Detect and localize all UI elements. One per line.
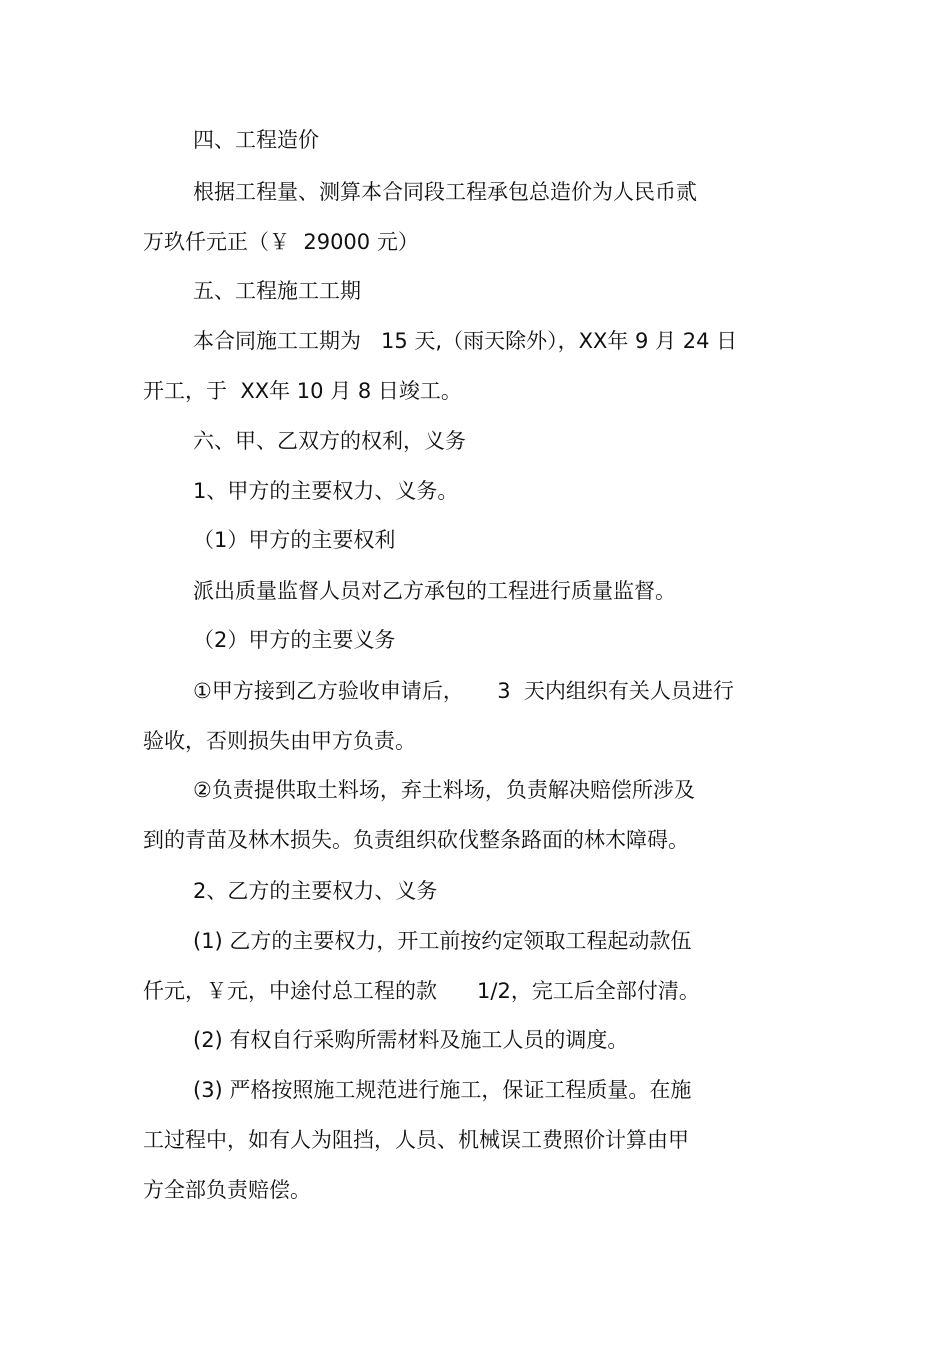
- paragraph-line: 到的青苗及林木损失。负责组织砍伐整条路面的林木障碍。: [143, 828, 689, 852]
- paragraph-line: ②负责提供取土料场，弃土料场，负责解决赔偿所涉及: [193, 778, 695, 802]
- subheading-party-a: 1、甲方的主要权力、义务。: [193, 479, 459, 503]
- paragraph-line: 派出质量监督人员对乙方承包的工程进行质量监督。: [193, 579, 676, 603]
- subheading-party-b: 2、乙方的主要权力、义务: [193, 879, 438, 903]
- paragraph-line: ①甲方接到乙方验收申请后， 3 天内组织有关人员进行: [193, 679, 734, 703]
- heading-rights-obligations: 六、甲、乙双方的权利，义务: [193, 429, 466, 453]
- heading-construction-period: 五、工程施工工期: [193, 279, 361, 303]
- paragraph-line: 开工，于 XX年 10 月 8 日竣工。: [143, 379, 462, 403]
- paragraph-line: 根据工程量、测算本合同段工程承包总造价为人民币贰: [193, 180, 697, 204]
- heading-project-cost: 四、工程造价: [193, 128, 319, 152]
- paragraph-line: 仟元，￥元，中途付总工程的款 1/2，完工后全部付清。: [143, 979, 700, 1003]
- paragraph-line: (2) 有权自行采购所需材料及施工人员的调度。: [193, 1028, 629, 1052]
- paragraph-line: (1) 乙方的主要权力，开工前按约定领取工程起动款伍: [193, 929, 692, 953]
- paragraph-line: (3) 严格按照施工规范进行施工，保证工程质量。在施: [193, 1078, 692, 1102]
- paragraph-line: 方全部负责赔偿。: [143, 1178, 311, 1202]
- paragraph-line: 工过程中，如有人为阻挡，人员、机械误工费照价计算由甲: [143, 1128, 689, 1152]
- paragraph-line: 本合同施工工期为 15 天,（雨天除外），XX年 9 月 24 日: [193, 329, 738, 353]
- subheading-party-a-obligations: （2）甲方的主要义务: [193, 628, 396, 652]
- paragraph-line: 验收，否则损失由甲方负责。: [143, 729, 416, 753]
- subheading-party-a-rights: （1）甲方的主要权利: [193, 528, 396, 552]
- paragraph-line: 万玖仟元正（￥ 29000 元）: [143, 230, 419, 254]
